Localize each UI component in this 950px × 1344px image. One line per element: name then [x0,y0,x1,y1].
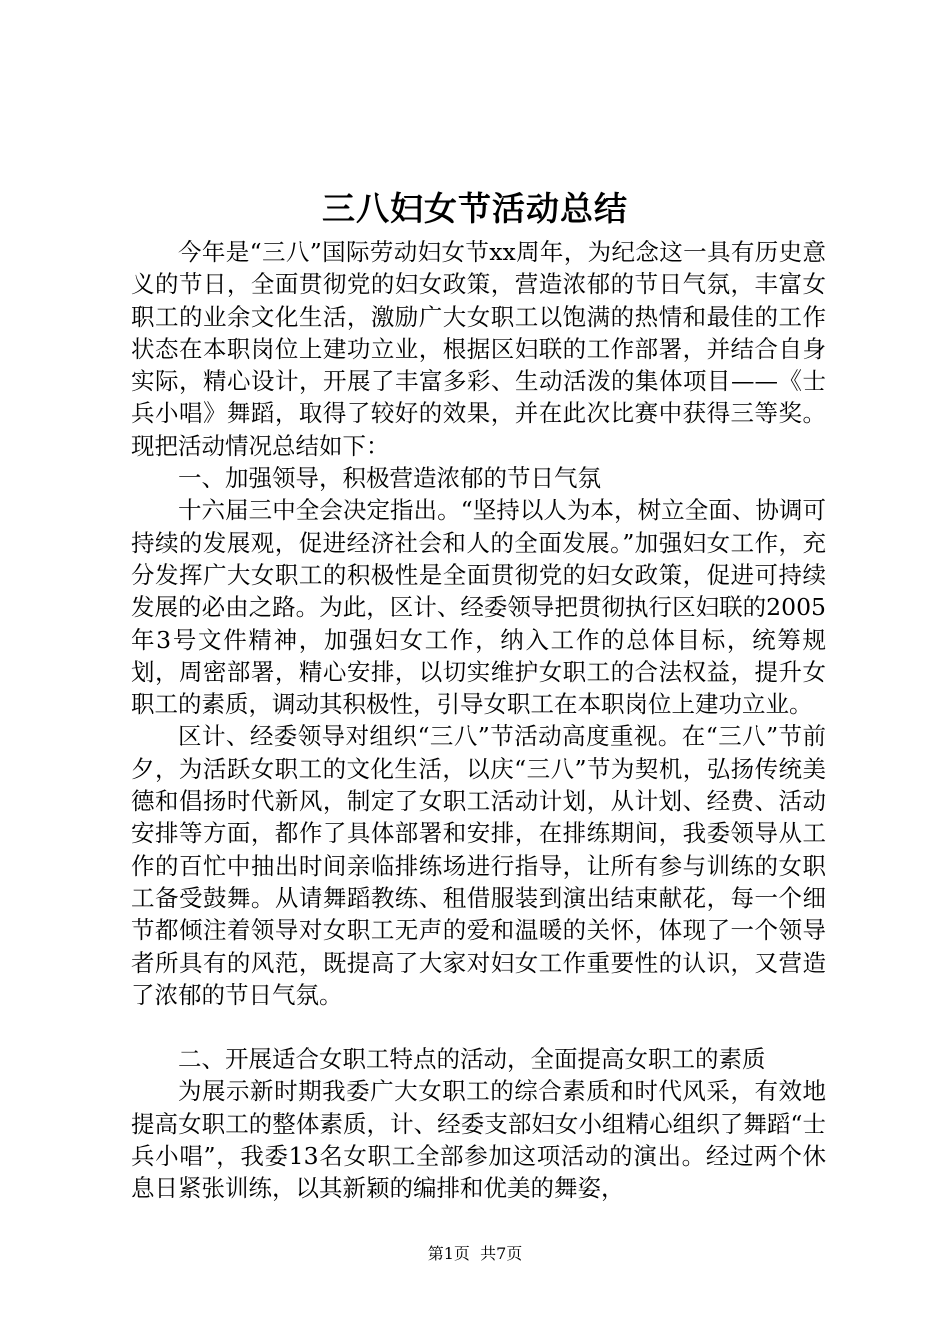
section-heading-1: 一、加强领导，积极营造浓郁的节日气氛 [178,464,601,493]
page-total: 共7页 [480,1244,523,1263]
paragraph-intro: 今年是“三八”国际劳动妇女节xx周年，为纪念这一具有历史意义的节日，全面贯彻党的妇女政策，营造浓郁的节日气氛，丰富女职工的业余文化生活，激励广大女职工以饱满的热情和最佳的工作状态在本职岗位上建功立业，根据区妇联的工作部署，并结合自身实际，精心设计，开展了丰富多彩、生动活泼的集体项目——《士兵小唱》舞蹈，取得了较好的效果，并在此次比赛中获得三等奖。现把活动情况总结如下： [131,238,826,460]
section-heading-2: 二、开展适合女职工特点的活动，全面提高女职工的素质 [178,1045,766,1074]
page-footer [0,1243,950,1265]
paragraph-section1-a: 十六届三中全会决定指出。“坚持以人为本，树立全面、协调可持续的发展观，促进经济社会和人的全面发展。”加强妇女工作，充分发挥广大女职工的积极性是全面贯彻党的妇女政策，促进可持续发展的必由之路。为此，区计、经委领导把贯彻执行区妇联的2005年3号文件精神，加强妇女工作，纳入工作的总体目标，统筹规划，周密部署，精心安排，以切实维护女职工的合法权益，提升女职工的素质，调动其积极性，引导女职工在本职岗位上建功立业。 [131,496,826,719]
paragraph-section2-a: 为展示新时期我委广大女职工的综合素质和时代风采，有效地提高女职工的整体素质，计、经委支部妇女小组精心组织了舞蹈“士兵小唱”，我委13名女职工全部参加这项活动的演出。经过两个休息日紧张训练，以其新颖的编排和优美的舞姿， [131,1077,826,1203]
document-title: 三八妇女节活动总结 [322,189,628,228]
paragraph-section1-b: 区计、经委领导对组织“三八”节活动高度重视。在“三八”节前夕，为活跃女职工的文化生活，以庆“三八”节为契机，弘扬传统美德和倡扬时代新风，制定了女职工活动计划，从计划、经费、活动安排等方面，都作了具体部署和安排，在排练期间，我委领导从工作的百忙中抽出时间亲临排练场进行指导，让所有参与训练的女职工备受鼓舞。从请舞蹈教练、租借服装到演出结束献花，每一个细节都倾注着领导对女职工无声的爱和温暖的关怀，体现了一个领导者所具有的风范，既提高了大家对妇女工作重要性的认识，又营造了浓郁的节日气氛。 [131,722,826,1009]
paragraph-gap [131,1011,826,1043]
page-number: 第1页 [427,1244,470,1263]
document-body [131,236,826,1205]
